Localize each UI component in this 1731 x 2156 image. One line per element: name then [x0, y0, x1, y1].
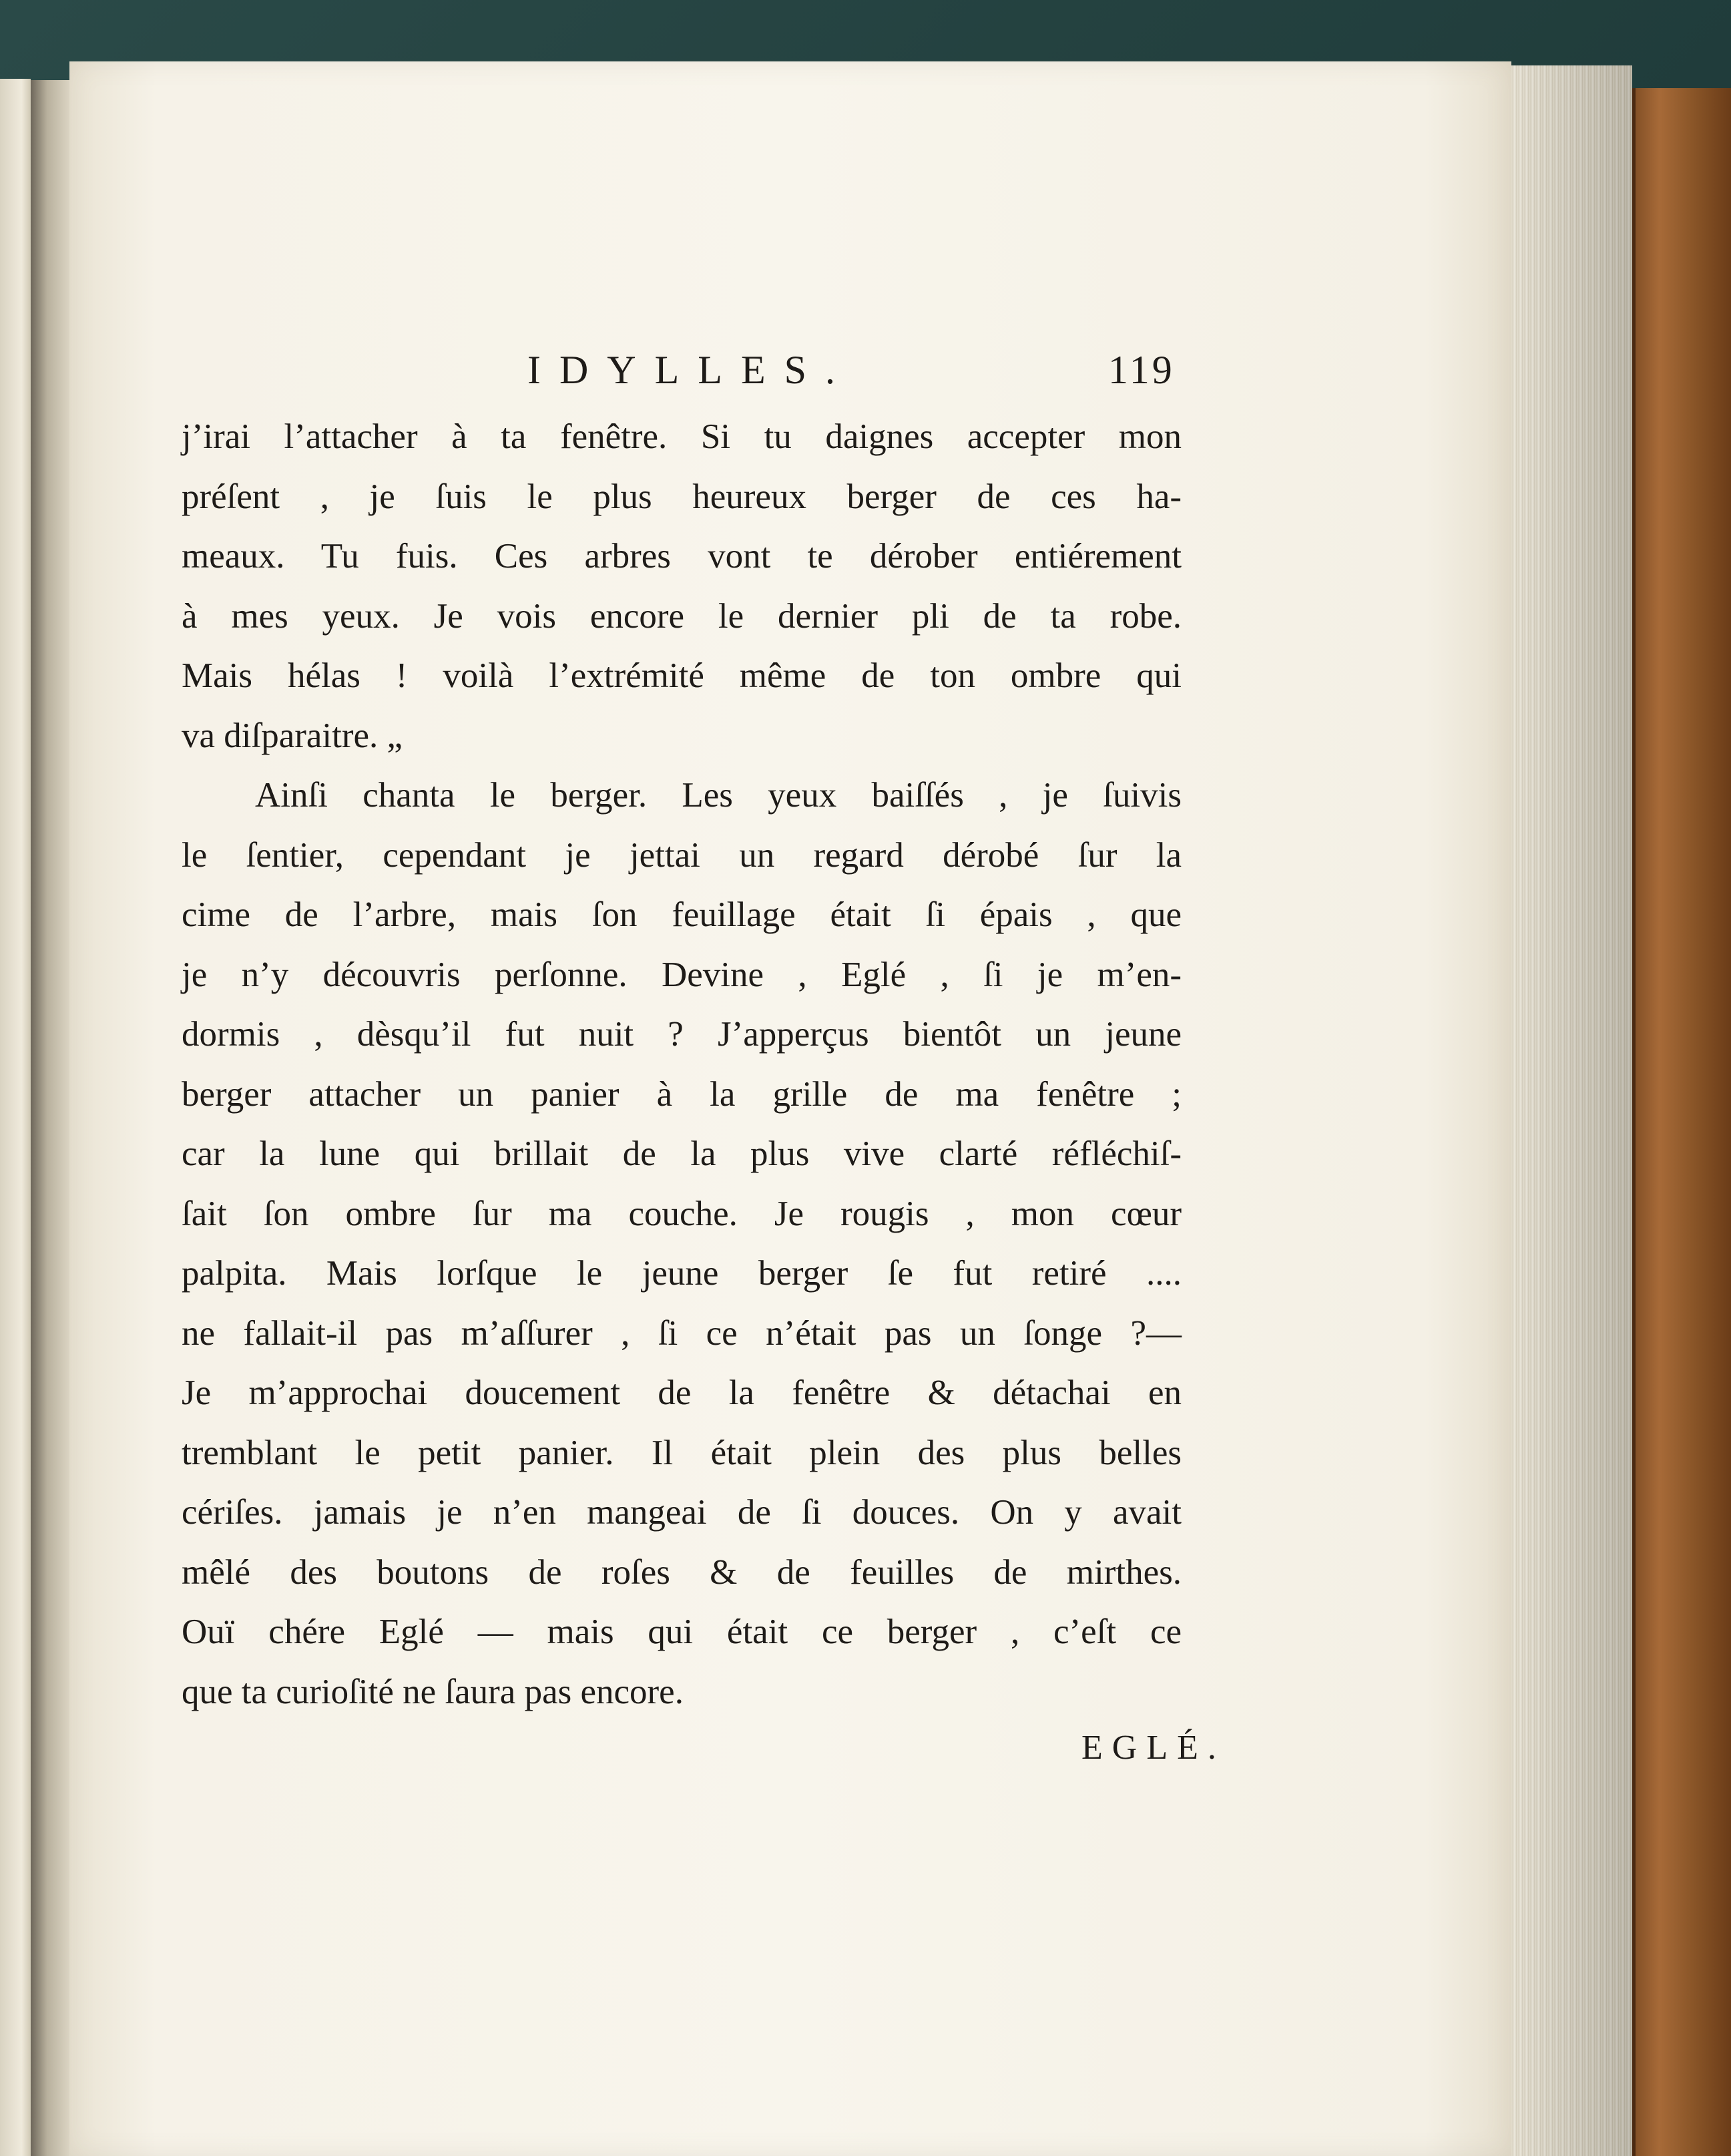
text-line: va diſparaitre. „ — [182, 716, 403, 755]
text-line: Ouï chére Eglé — mais qui était ce berger , c’eſt ce — [182, 1612, 1182, 1651]
text-line: palpita. Mais lorſque le jeune berger ſe fut retiré .... — [182, 1254, 1182, 1293]
text-line: cériſes. jamais je n’en mangeai de ſi douces. On y avait — [182, 1493, 1182, 1532]
text-line: cime de l’arbre, mais ſon feuillage était ſi épais , que — [182, 895, 1182, 934]
text-line: j’irai l’attacher à ta fenêtre. Si tu daignes accepter mon — [182, 417, 1182, 456]
text-line: le ſentier, cependant je jettai un regard dérobé ſur la — [182, 835, 1182, 875]
text-line: mêlé des boutons de roſes & de feuilles de mirthes. — [182, 1552, 1182, 1592]
text-line: ſait ſon ombre ſur ma couche. Je rougis , mon cœur — [182, 1194, 1182, 1233]
text-line: que ta curioſité ne ſaura pas encore. — [182, 1672, 684, 1711]
page-number: 119 — [1108, 348, 1175, 392]
leather-cover — [1629, 88, 1731, 2156]
text-line: Mais hélas ! voilà l’extrémité même de ton ombre qui — [182, 656, 1182, 695]
text-line: berger attacher un panier à la grille de ma fenêtre ; — [182, 1074, 1182, 1114]
text-line: préſent , je ſuis le plus heureux berger de ces ha- — [182, 477, 1182, 516]
text-line: Ainſi chanta le berger. Les yeux baiſſés , je ſuivis — [255, 776, 1182, 815]
running-head: IDYLLES. — [527, 348, 854, 392]
signature: EGLÉ. — [1081, 1729, 1226, 1767]
text-line: je n’y découvris perſonne. Devine , Eglé , ſi je m’en- — [182, 955, 1182, 994]
text-line: ne fallait-il pas m’aſſurer , ſi ce n’était pas un ſonge ?— — [182, 1313, 1182, 1353]
left-facing-page — [0, 79, 31, 2156]
text-line: Je m’approchai doucement de la fenêtre & détachai en — [182, 1373, 1182, 1412]
body-text — [182, 407, 1182, 1722]
text-line: dormis , dèsqu’il fut nuit ? J’apperçus bientôt un jeune — [182, 1015, 1182, 1054]
text-line: meaux. Tu fuis. Ces arbres vont te dérober entiérement — [182, 537, 1182, 576]
text-line: tremblant le petit panier. Il était plein des plus belles — [182, 1433, 1182, 1472]
text-line: car la lune qui brillait de la plus vive clarté réfléchiſ- — [182, 1134, 1182, 1173]
page-edges-shade — [1499, 65, 1632, 2156]
text-line: à mes yeux. Je vois encore le dernier pli de ta robe. — [182, 596, 1182, 636]
